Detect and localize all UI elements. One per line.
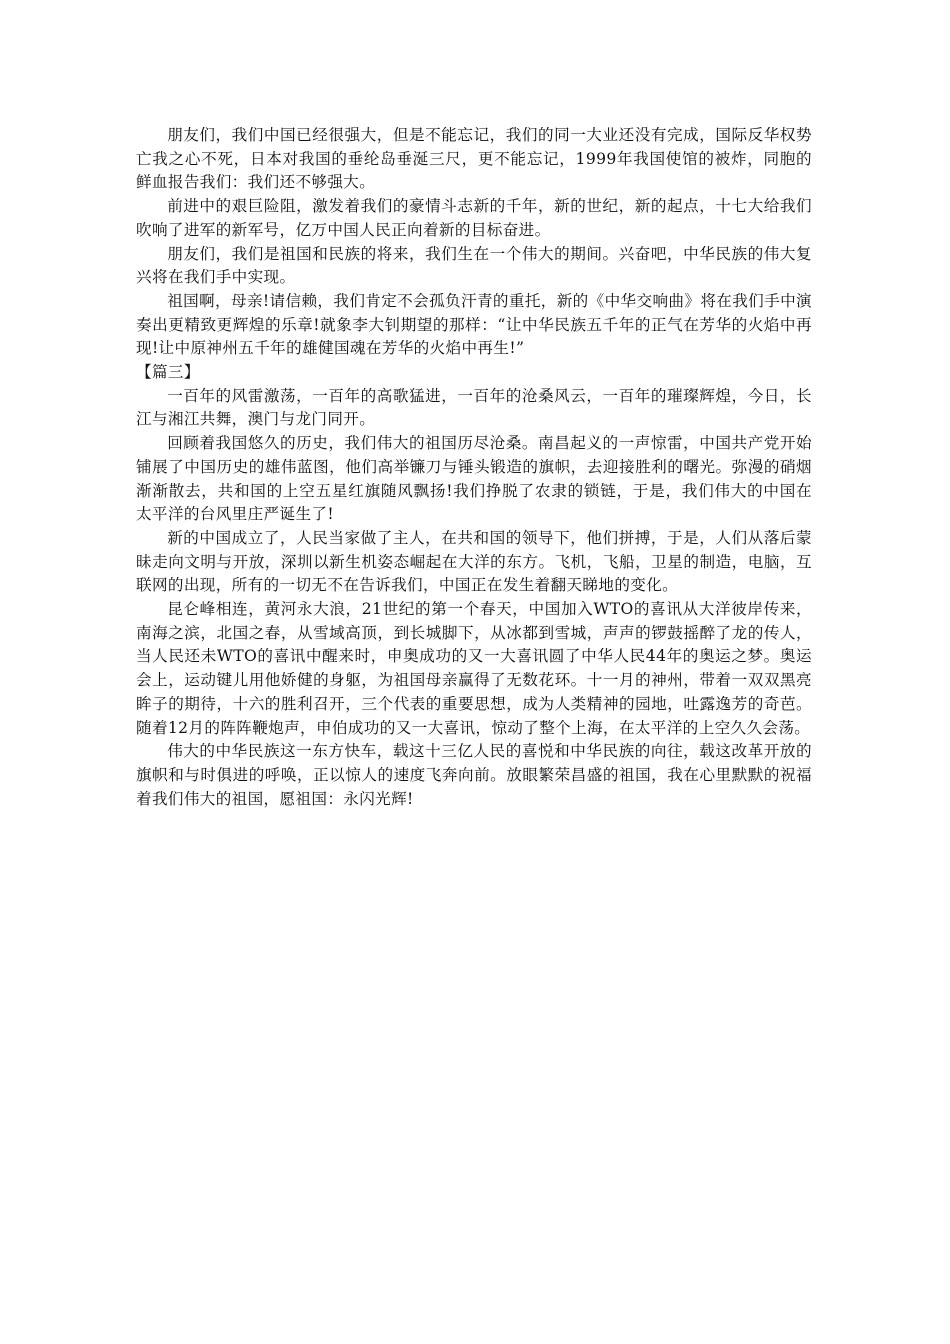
paragraph: 新的中国成立了，人民当家做了主人，在共和国的领导下，他们拼搏，于是，人们从落后蒙昧走向文明与开放，深圳以新生机姿态崛起在大洋的东方。飞机，飞船，卫星的制造，电脑，互联网的出现，所有的一切无不在告诉我们，中国正在发生着翻天睇地的变化。 xyxy=(136,528,812,595)
section-heading: 【篇三】 xyxy=(136,363,200,382)
paragraph: 朋友们，我们中国已经很强大，但是不能忘记，我们的同一大业还没有完成，国际反华权势亡我之心不死，日本对我国的垂纶岛垂涎三尺，更不能忘记，1999年我国使馆的被炸，同胞的鲜血报告我们：我们还不够强大。 xyxy=(136,126,812,192)
paragraph: 昆仑峰相连，黄河永大浪，21世纪的第一个春天，中国加入WTO的喜讯从大洋彼岸传来，南海之滨，北国之春，从雪域高顶，到长城脚下，从冰都到雪城，声声的锣鼓摇醉了龙的传人，当人民还未WTO的喜讯中醒来时，申奥成功的又一大喜讯圆了中华人民44年的奥运之梦。奥运会上，运动键儿用他娇健的身躯，为祖国母亲赢得了无数花环。十一月的神州，带着一双双黑亮眸子的期待，十六的胜利召开，三个代表的重要思想，成为人类精神的园地，吐露逸芳的奇芭。随着12月的阵阵鞭炮声，申伯成功的又一大喜讯，惊动了整个上海，在太平洋的上空久久会荡。 xyxy=(136,600,812,737)
paragraph: 伟大的中华民族这一东方快车，载这十三亿人民的喜悦和中华民族的向往，载这改革开放的旗帜和与时俱进的呼唤，正以惊人的速度飞奔向前。放眼繁荣昌盛的祖国，我在心里默默的祝福着我们伟大的祖国，愿祖国：永闪光辉! xyxy=(136,742,812,808)
paragraph: 朋友们，我们是祖国和民族的将来，我们生在一个伟大的期间。兴奋吧，中华民族的伟大复兴将在我们手中实现。 xyxy=(136,244,812,287)
document-body xyxy=(136,124,812,811)
paragraph: 一百年的风雷激荡，一百年的高歌猛进，一百年的沧桑风云，一百年的璀璨辉煌，今日，长江与湘江共舞，澳门与龙门同开。 xyxy=(136,386,812,429)
paragraph: 回顾着我国悠久的历史，我们伟大的祖国历尽沧桑。南昌起义的一声惊雷，中国共产党开始铺展了中国历史的雄伟蓝图，他们高举镰刀与锤头锻造的旗帜，去迎接胜利的曙光。弥漫的硝烟渐渐散去，共和国的上空五星红旗随风飘扬!我们挣脱了农隶的锁链，于是，我们伟大的中国在太平洋的台风里庄严诞生了! xyxy=(136,434,812,524)
paragraph: 祖国啊，母亲!请信赖，我们肯定不会孤负汗青的重托，新的《中华交响曲》将在我们手中演奏出更精致更辉煌的乐章!就象李大钊期望的那样：“让中华民族五千年的正气在芳华的火焰中再现!让中原神州五千年的雄健国魂在芳华的火焰中再生!” xyxy=(136,291,812,358)
paragraph: 前进中的艰巨险阻，激发着我们的豪情斗志新的千年，新的世纪，新的起点，十七大给我们吹响了进军的新军号，亿万中国人民正向着新的目标奋进。 xyxy=(136,197,812,239)
